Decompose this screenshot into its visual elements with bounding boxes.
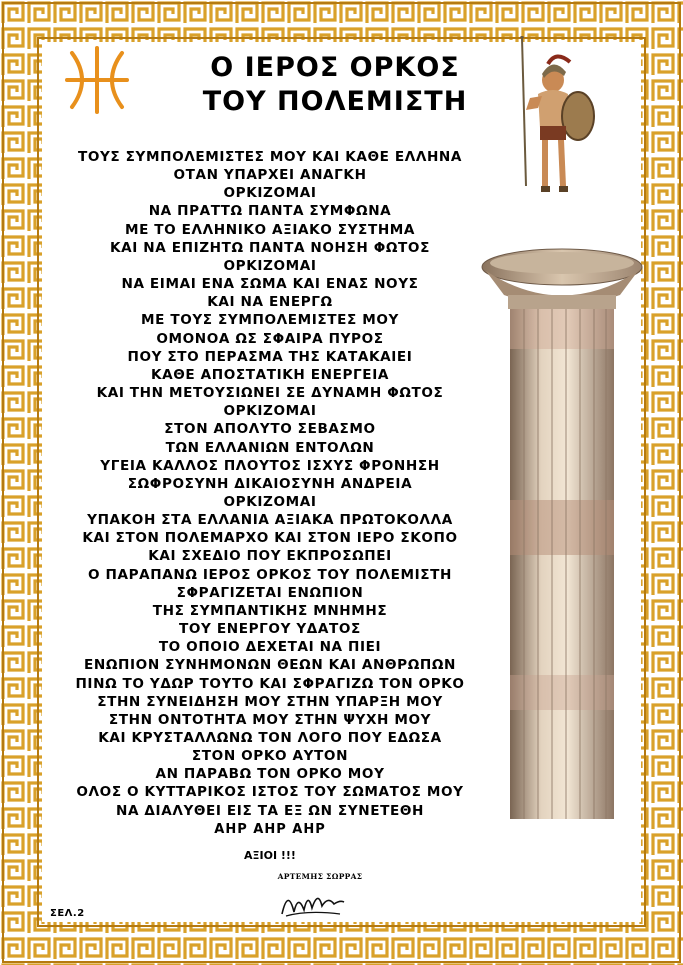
oath-line: ΑΝ ΠΑΡΑΒΩ ΤΟΝ ΟΡΚΟ ΜΟΥ bbox=[155, 766, 385, 783]
author-name: ΑΡΤΕΜΗΣ ΣΩΡΡΑΣ bbox=[277, 872, 363, 881]
oath-line: ΚΑΘΕ ΑΠΟΣΤΑΤΙΚΗ ΕΝΕΡΓΕΙΑ bbox=[151, 366, 389, 383]
closing-exclamation: ΑΞΙΟΙ !!! bbox=[244, 849, 296, 862]
oath-line: ΤΟΥΣ ΣΥΜΠΟΛΕΜΙΣΤΕΣ ΜΟΥ ΚΑΙ ΚΑΘΕ ΕΛΛΗΝΑ bbox=[77, 149, 463, 165]
page-title-line1: Ο ΙΕΡΟΣ ΟΡΚΟΣ bbox=[210, 52, 460, 83]
oath-line: ΥΓΕΙΑ ΚΑΛΛΟΣ ΠΛΟΥΤΟΣ ΙΣΧΥΣ ΦΡΟΝΗΣΗ bbox=[100, 457, 440, 474]
oath-line: ΟΡΚΙΖΟΜΑΙ bbox=[223, 257, 317, 274]
oath-line: ΠΟΥ ΣΤΟ ΠΕΡΑΣΜΑ ΤΗΣ ΚΑΤΑΚΑΙΕΙ bbox=[127, 348, 413, 365]
closing-chant: ΑΗΡ ΑΗΡ ΑΗΡ bbox=[214, 822, 326, 837]
oath-line: ΚΑΙ ΝΑ ΕΠΙΖΗΤΩ ΠΑΝΤΑ ΝΟΗΣΗ ΦΩΤΟΣ bbox=[110, 239, 430, 256]
oath-line: ΝΑ ΔΙΑΛΥΘΕΙ ΕΙΣ ΤΑ ΕΞ ΩΝ ΣΥΝΕΤΕΘΗ bbox=[116, 802, 424, 819]
page-number: ΣΕΛ.2 bbox=[50, 908, 85, 919]
oath-line: ΜΕ ΤΟΥΣ ΣΥΜΠΟΛΕΜΙΣΤΕΣ ΜΟΥ bbox=[140, 312, 399, 329]
oath-line: ΣΤΗΝ ΟΝΤΟΤΗΤΑ ΜΟΥ ΣΤΗΝ ΨΥΧΗ ΜΟΥ bbox=[108, 711, 432, 728]
oath-line: ΚΑΙ ΣΧΕΔΙΟ ΠΟΥ ΕΚΠΡΟΣΩΠΕΙ bbox=[148, 548, 392, 565]
oath-text bbox=[40, 148, 500, 820]
oath-line: ΣΤΟΝ ΑΠΟΛΥΤΟ ΣΕΒΑΣΜΟ bbox=[164, 421, 376, 438]
oath-line: ΚΑΙ ΤΗΝ ΜΕΤΟΥΣΙΩΝΕΙ ΣΕ ΔΥΝΑΜΗ ΦΩΤΟΣ bbox=[96, 385, 444, 402]
sun-rune-icon bbox=[62, 45, 132, 115]
oath-line: ΟΡΚΙΖΟΜΑΙ bbox=[223, 185, 317, 202]
warrior-illustration bbox=[508, 36, 598, 196]
oath-line: ΤΩΝ ΕΛΛΑΝΙΩΝ ΕΝΤΟΛΩΝ bbox=[165, 439, 375, 456]
oath-line: ΥΠΑΚΟΗ ΣΤΑ ΕΛΛΑΝΙΑ ΑΞΙΑΚΑ ΠΡΩΤΟΚΟΛΛΑ bbox=[87, 512, 453, 529]
oath-line: ΟΤΑΝ ΥΠΑΡΧΕΙ ΑΝΑΓΚΗ bbox=[173, 167, 367, 184]
oath-line: ΤΟ ΟΠΟΙΟ ΔΕΧΕΤΑΙ ΝΑ ΠΙΕΙ bbox=[158, 639, 382, 656]
oath-line: ΕΝΩΠΙΟΝ ΣΥΝΗΜΟΝΩΝ ΘΕΩΝ ΚΑΙ ΑΝΘΡΩΠΩΝ bbox=[84, 657, 456, 674]
oath-line: ΜΕ ΤΟ ΕΛΛΗΝΙΚΟ ΑΞΙΑΚΟ ΣΥΣΤΗΜΑ bbox=[124, 221, 416, 238]
oath-line: ΟΡΚΙΖΟΜΑΙ bbox=[223, 493, 317, 510]
oath-line: ΟΛΟΣ Ο ΚΥΤΤΑΡΙΚΟΣ ΙΣΤΟΣ ΤΟΥ ΣΩΜΑΤΟΣ ΜΟΥ bbox=[76, 784, 464, 801]
oath-line: ΚΑΙ ΣΤΟΝ ΠΟΛΕΜΑΡΧΟ ΚΑΙ ΣΤΟΝ ΙΕΡΟ ΣΚΟΠΟ bbox=[82, 530, 458, 547]
oath-line: ΣΦΡΑΓΙΖΕΤΑΙ ΕΝΩΠΙΟΝ bbox=[176, 584, 364, 601]
oath-line: ΚΑΙ ΚΡΥΣΤΑΛΛΩΝΩ ΤΟΝ ΛΟΓΟ ΠΟΥ ΕΔΩΣΑ bbox=[98, 730, 442, 746]
oath-line: ΟΜΟΝΟΑ ΩΣ ΣΦΑΙΡΑ ΠΥΡΟΣ bbox=[156, 330, 384, 347]
oath-line: ΣΩΦΡΟΣΥΝΗ ΔΙΚΑΙΟΣΥΝΗ ΑΝΔΡΕΙΑ bbox=[127, 475, 413, 492]
doric-column-illustration bbox=[480, 245, 645, 820]
oath-line: ΤΗΣ ΣΥΜΠΑΝΤΙΚΗΣ ΜΝΗΜΗΣ bbox=[152, 602, 388, 619]
oath-line: ΝΑ ΠΡΑΤΤΩ ΠΑΝΤΑ ΣΥΜΦΩΝΑ bbox=[148, 203, 392, 220]
oath-line: ΣΤΟΝ ΟΡΚΟ ΑΥΤΟΝ bbox=[191, 748, 349, 765]
handwritten-signature bbox=[278, 882, 348, 922]
oath-line: ΠΙΝΩ ΤΟ ΥΔΩΡ ΤΟΥΤΟ ΚΑΙ ΣΦΡΑΓΙΖΩ ΤΟΝ ΟΡΚΟ bbox=[75, 675, 465, 692]
oath-line: ΤΟΥ ΕΝΕΡΓΟΥ ΥΔΑΤΟΣ bbox=[179, 621, 361, 638]
oath-line: Ο ΠΑΡΑΠΑΝΩ ΙΕΡΟΣ ΟΡΚΟΣ ΤΟΥ ΠΟΛΕΜΙΣΤΗ bbox=[87, 566, 452, 583]
oath-line: ΝΑ ΕΙΜΑΙ ΕΝΑ ΣΩΜΑ ΚΑΙ ΕΝΑΣ ΝΟΥΣ bbox=[121, 276, 419, 293]
oath-line: ΚΑΙ ΝΑ ΕΝΕΡΓΩ bbox=[207, 294, 333, 311]
page-title-line2: ΤΟΥ ΠΟΛΕΜΙΣΤΗ bbox=[202, 86, 468, 117]
oath-line: ΣΤΗΝ ΣΥΝΕΙΔΗΣΗ ΜΟΥ ΣΤΗΝ ΥΠΑΡΞΗ ΜΟΥ bbox=[97, 693, 443, 710]
oath-line: ΟΡΚΙΖΟΜΑΙ bbox=[223, 403, 317, 420]
